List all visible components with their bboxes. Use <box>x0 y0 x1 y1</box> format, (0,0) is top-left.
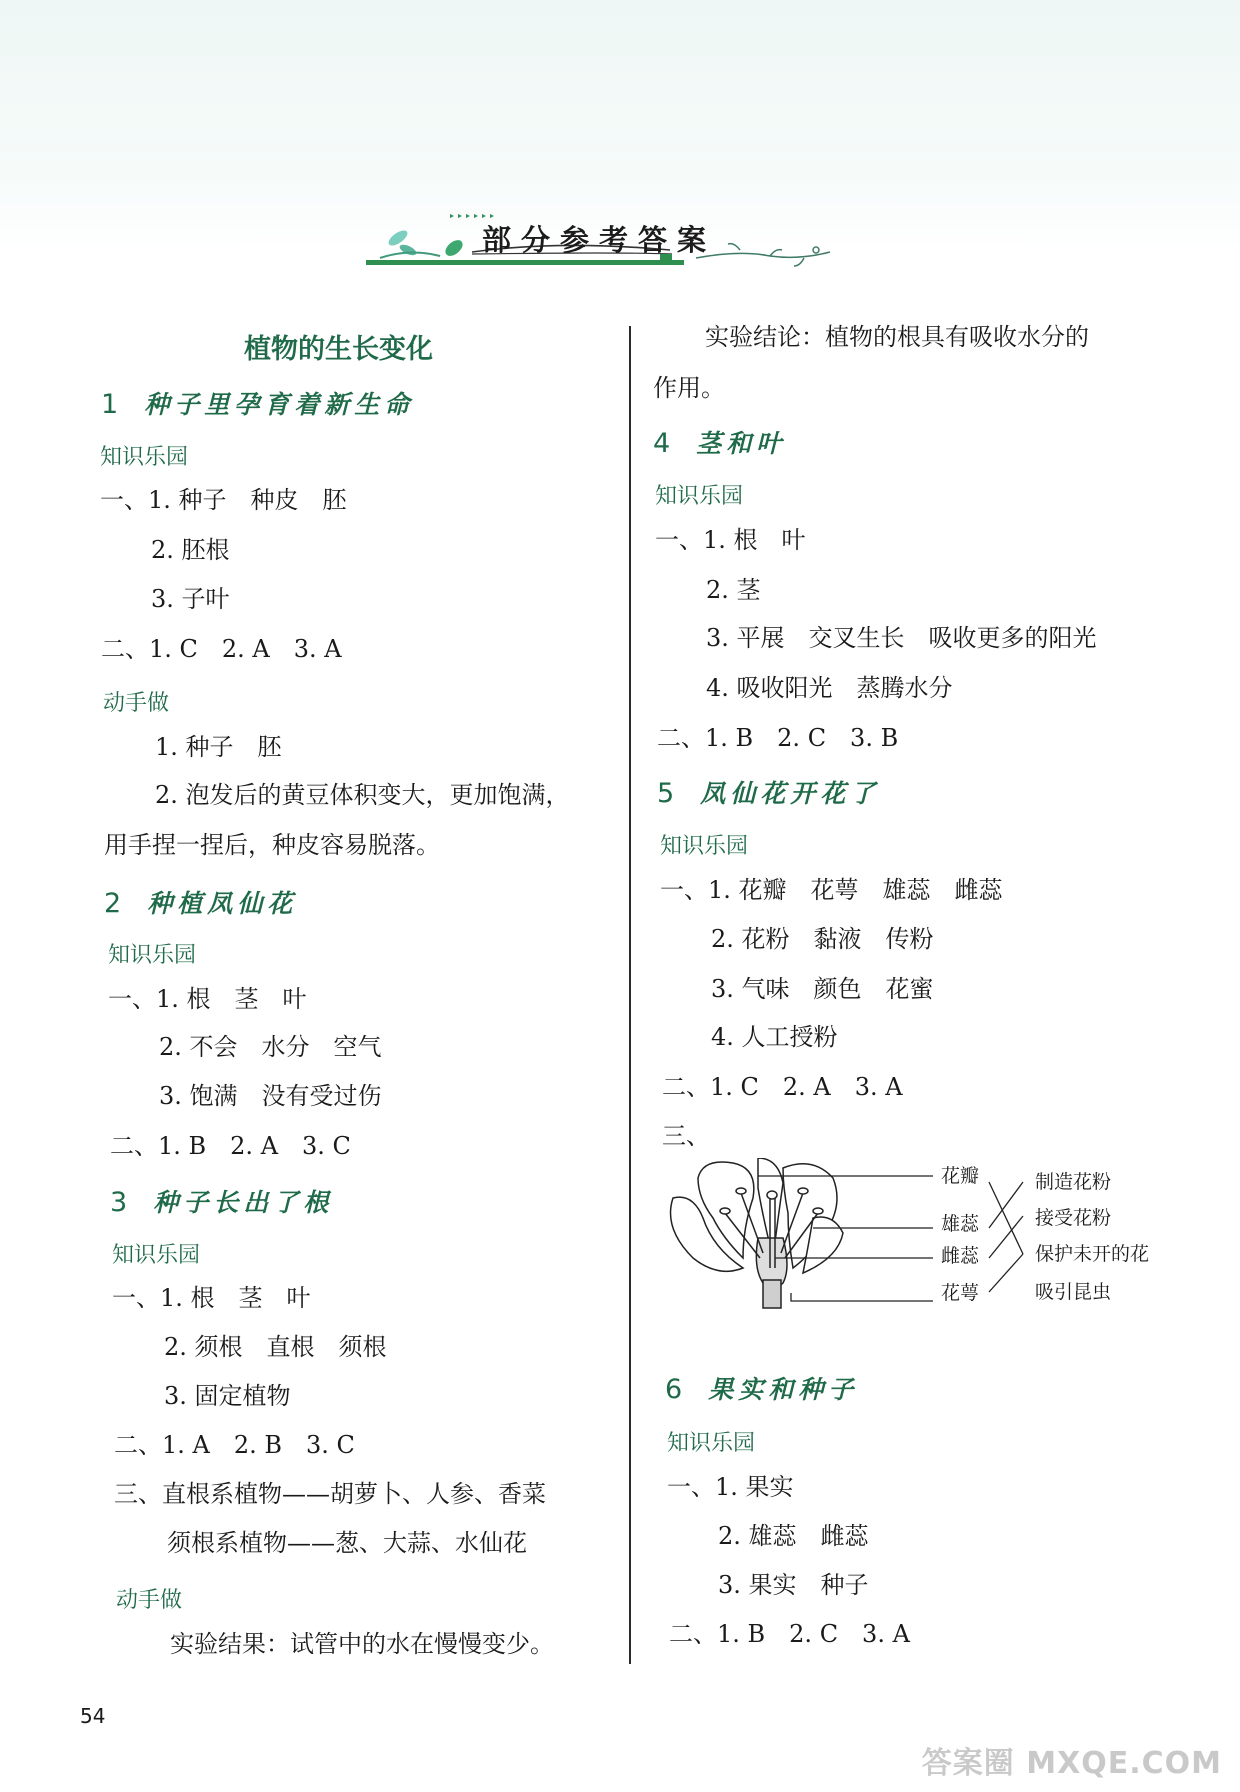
lesson-5-heading <box>657 774 880 810</box>
lesson-number: 5 <box>657 778 675 809</box>
subsection-label: 知识乐园 <box>108 943 197 968</box>
lesson-number: 1 <box>101 389 119 420</box>
part-label: 花瓣 <box>941 1165 980 1187</box>
lesson-title: 种子长出了根 <box>153 1188 334 1217</box>
function-label: 吸引昆虫 <box>1035 1281 1112 1303</box>
subsection-label: 知识乐园 <box>655 484 744 509</box>
lesson-title: 凤仙花开花了 <box>700 779 881 808</box>
answer-line: 须根系植物——葱、大蒜、水仙花 <box>167 1529 527 1557</box>
flower-illustration <box>671 1158 844 1308</box>
lesson-number: 4 <box>653 428 671 459</box>
answer-line: 一、1. 花瓣 花萼 雄蕊 雌蕊 <box>660 876 1003 904</box>
subsection-label: 知识乐园 <box>112 1243 201 1268</box>
part-label: 花萼 <box>941 1282 980 1304</box>
answer-line: 二、1. B 2. A 3. C <box>110 1132 351 1160</box>
flower-structure-diagram <box>663 1158 1183 1318</box>
lesson-2-heading <box>104 884 297 920</box>
lesson-number: 3 <box>110 1187 128 1218</box>
lesson-4-heading <box>653 424 786 460</box>
answer-line: 3. 平展 交叉生长 吸收更多的阳光 <box>706 624 1097 652</box>
lesson-6-heading <box>665 1370 858 1406</box>
answer-line: 3. 子叶 <box>151 585 230 613</box>
subsection-label: 动手做 <box>103 691 170 716</box>
answer-line: 二、1. A 2. B 3. C <box>114 1431 355 1459</box>
answer-line: 4. 人工授粉 <box>711 1023 838 1051</box>
answer-line: 2. 不会 水分 空气 <box>159 1033 382 1061</box>
answer-line: 3. 饱满 没有受过伤 <box>159 1082 382 1110</box>
lesson-title: 种植凤仙花 <box>147 889 298 918</box>
lesson-title: 种子里孕育着新生命 <box>144 390 415 419</box>
function-label: 接受花粉 <box>1035 1207 1112 1229</box>
answer-line: 一、1. 根 叶 <box>655 526 806 554</box>
subsection-label: 知识乐园 <box>660 834 749 859</box>
answer-line: 实验结果：试管中的水在慢慢变少。 <box>170 1630 554 1658</box>
answer-line: 4. 吸收阳光 蒸腾水分 <box>706 674 953 702</box>
answer-line: 2. 雄蕊 雌蕊 <box>718 1522 869 1550</box>
lesson-3-heading <box>110 1183 333 1219</box>
answer-line: 2. 须根 直根 须根 <box>164 1333 387 1361</box>
lesson-1-heading <box>101 385 414 421</box>
answer-line: 3. 固定植物 <box>164 1382 291 1410</box>
answer-line: 2. 胚根 <box>151 536 230 564</box>
watermark: 答案圈 MXQE.COM <box>921 1746 1222 1781</box>
function-label: 保护未开的花 <box>1035 1243 1150 1265</box>
answer-line: 作用。 <box>653 374 725 402</box>
answer-line: 2. 花粉 黏液 传粉 <box>711 925 934 953</box>
page-number: 54 <box>80 1704 106 1728</box>
part-labels <box>941 1165 980 1304</box>
answer-line: 一、1. 种子 种皮 胚 <box>100 486 347 514</box>
banner-bar <box>366 260 684 265</box>
answer-line: 一、1. 果实 <box>667 1473 794 1501</box>
subsection-label: 动手做 <box>116 1588 183 1613</box>
unit-title: 植物的生长变化 <box>244 334 433 365</box>
part-label: 雌蕊 <box>941 1245 980 1267</box>
answer-line: 2. 泡发后的黄豆体积变大，更加饱满， <box>155 781 570 809</box>
answer-line: 二、1. B 2. C 3. B <box>657 724 899 752</box>
section-banner <box>360 200 900 280</box>
subsection-label: 知识乐园 <box>100 445 189 470</box>
answer-line: 2. 茎 <box>706 576 761 604</box>
answer-line: 用手捏一捏后，种皮容易脱落。 <box>104 831 440 859</box>
answer-line: 一、1. 根 茎 叶 <box>108 985 307 1013</box>
answer-line: 二、1. C 2. A 3. A <box>101 635 342 663</box>
answer-line: 3. 果实 种子 <box>718 1571 869 1599</box>
lesson-title: 果实和种子 <box>708 1375 859 1404</box>
answer-line: 二、1. C 2. A 3. A <box>662 1073 903 1101</box>
column-divider <box>629 326 631 1664</box>
subsection-label: 知识乐园 <box>667 1431 756 1456</box>
matching-lines <box>989 1182 1023 1292</box>
part-label: 雄蕊 <box>941 1213 980 1235</box>
lesson-number: 6 <box>665 1374 683 1405</box>
answer-line: 实验结论：植物的根具有吸收水分的 <box>705 323 1089 351</box>
lesson-number: 2 <box>104 888 122 919</box>
answer-line: 二、1. B 2. C 3. A <box>669 1620 910 1648</box>
vine-icon <box>696 244 830 266</box>
answer-line: 三、 <box>662 1122 710 1150</box>
function-label: 制造花粉 <box>1035 1171 1112 1193</box>
function-labels <box>1035 1171 1149 1303</box>
leaf-icon <box>380 228 466 259</box>
banner-title: 部分参考答案 <box>482 223 717 257</box>
answer-line: 一、1. 根 茎 叶 <box>112 1284 311 1312</box>
answer-line: 三、直根系植物——胡萝卜、人参、香菜 <box>114 1480 546 1508</box>
answer-line: 3. 气味 颜色 花蜜 <box>711 975 934 1003</box>
lesson-title: 茎和叶 <box>696 429 787 458</box>
answer-line: 1. 种子 胚 <box>155 733 282 761</box>
